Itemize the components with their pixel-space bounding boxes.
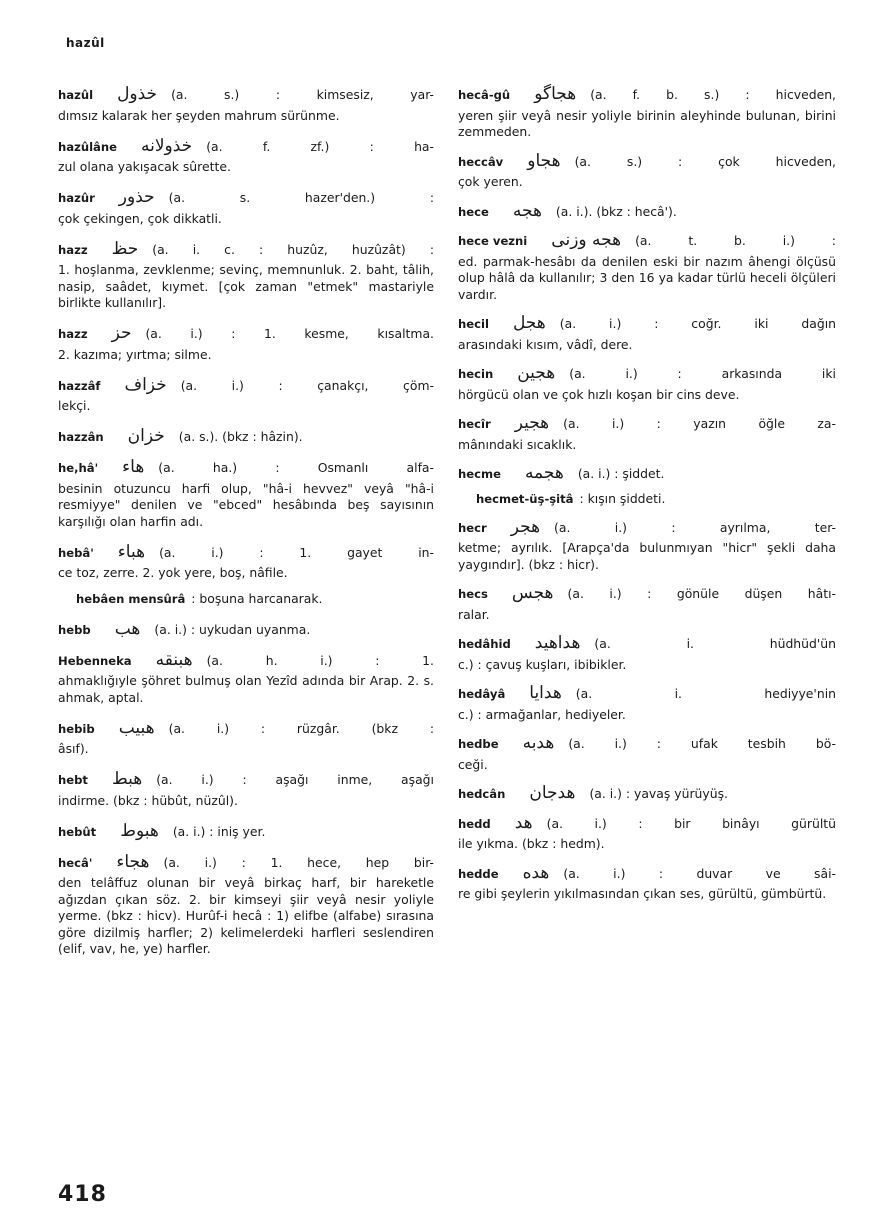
entry-definition: yeren şiir veyâ nesir yoliyle birinin aleyhinde bulunan, birini zemmeden. [458,107,836,139]
entry-lemma: hebâ' [58,545,94,560]
arabic-script: حظ [111,238,139,259]
dictionary-entry [58,135,434,176]
entry-first-line: (a. i.) : yazın öğle za- [563,416,836,431]
entry-definition: den telâffuz olunan bir veyâ birkaç harf, bir hareketle ağızdan çıkan söz. 2. bir kimseyi şiir veyâ nesir yoliyle yerme. (bkz : hicv). Hurûf-i hecâ : 1) elifbe (alfabe) sırasına göre dizilmiş harfler; 2) kelimelerdeki harfleri seslendiren (elif, vav, he, ye) harfler. [58,875,434,956]
entry-first-line: (a. i. hüdhüd'ün [594,636,836,651]
entry-first-line: (a. i.) : 1. kesme, kısaltma. [145,326,434,341]
arabic-script: هجين [517,363,556,383]
entry-headline [458,635,836,653]
arabic-script: هده [522,862,550,883]
sub-entry [58,591,434,607]
entry-definition: ceği. [458,756,488,772]
dictionary-entry [458,685,836,723]
arabic-script: هدبه [522,733,555,753]
entry-first-line: (a. f. zf.) : ha- [206,138,434,154]
entry-lemma: heccâv [458,154,504,169]
entry-headline [458,516,836,537]
entry-first-line: (a. ha.) : Osmanlı alfa- [158,460,434,475]
entry-headline [58,717,434,738]
entry-headline [458,862,836,883]
entry-headline [58,618,434,639]
entry-definition: 2. kazıma; yırtma; silme. [58,346,212,362]
dictionary-entry [58,771,434,809]
entry-lemma: hedde [458,866,499,881]
dictionary-entry [58,717,434,758]
entry-lemma: hazz [58,242,88,257]
entry-first-line: (a. i. hediyye'nin [575,686,836,701]
dictionary-entry [458,365,836,403]
dictionary-entry [458,516,836,574]
entry-headline [58,135,434,156]
dictionary-entry [58,86,434,124]
dictionary-entry [58,618,434,639]
entry-first-line: (a. i. c. : huzûz, huzûzât) : [152,241,434,257]
sub-lemma: hebâen mensûrâ [76,592,186,606]
dictionary-entry [458,812,836,853]
entry-headline [458,465,836,483]
dictionary-entry [58,189,434,227]
dictionary-entry [458,585,836,623]
entry-definition: ahmaklığıyle şöhret bulmuş olan Yezîd adında bir Arap. 2. s. ahmak, aptal. [58,673,434,705]
entry-headline [458,150,836,171]
dictionary-entry [458,635,836,673]
entry-headline [58,851,434,872]
running-head: hazûl [66,36,105,50]
arabic-script: خذول [117,84,158,104]
entry-headline [458,812,836,833]
arabic-script: هجاء [116,851,150,872]
entry-first-line: (a. i.) : şiddet. [577,466,665,481]
entry-headline [458,86,836,104]
entry-definition: c.) : çavuş kuşları, ibibikler. [458,656,627,672]
entry-first-line: (a. i.) : çanakçı, çöm- [180,377,434,393]
arabic-script: هجه وزنی [551,230,622,250]
right-column [458,86,836,915]
entry-lemma: hecil [458,317,489,331]
entry-lemma: hece vezni [458,234,528,248]
entry-lemma: hedâhid [458,637,511,651]
arabic-script: خذولانه [141,135,193,156]
dictionary-entry [58,820,434,841]
entry-lemma: hazûr [58,191,95,205]
entry-lemma: hecme [458,467,501,481]
entry-first-line: (a. s.) : çok hicveden, [574,153,836,169]
dictionary-entry [458,415,836,453]
arabic-script: هباء [117,541,146,562]
arabic-script: هدايا [529,683,562,703]
left-column [58,86,434,971]
entry-lemma: he,hâ' [58,461,99,475]
entry-definition: lekçi. [58,398,91,413]
arabic-script: هجاگو [534,84,577,104]
entry-definition: dımsız kalarak her şeyden mahrum sürünme. [58,107,340,123]
dictionary-entry [58,851,434,958]
dictionary-entry [58,459,434,530]
entry-headline [58,325,434,343]
dictionary-entry [458,465,836,483]
entry-definition: çok çekingen, çok dikkatli. [58,210,222,226]
entry-lemma: hazûl [58,88,94,102]
arabic-script: هبنقه [155,649,193,670]
entry-lemma: hebb [58,622,91,637]
arabic-script: هجس [511,583,554,603]
entry-lemma: hece [458,204,489,219]
entry-first-line: (a. s.). (bkz : hâzin). [178,429,303,444]
dictionary-entry [58,541,434,582]
entry-first-line: (a. i.) : uykudan uyanma. [154,621,311,637]
entry-definition: mânındaki sıcaklık. [458,436,577,452]
entry-first-line: (a. i.) : coğr. iki dağın [559,316,836,331]
entry-headline [458,315,836,333]
entry-headline [458,685,836,703]
entry-headline [458,232,836,250]
entry-first-line: (a. i.) : 1. gayet in- [159,544,434,560]
entry-definition: âsıf). [58,741,89,756]
entry-headline [58,820,434,841]
dictionary-entry [458,232,836,303]
entry-first-line: (a. i.) : 1. hece, hep bir- [163,854,434,870]
entry-headline [58,428,434,446]
entry-first-line: (a. i.) : iniş yer. [172,823,266,839]
arabic-script: هجير [514,413,550,433]
entry-first-line: (a. i.). (bkz : hecâ'). [555,203,677,219]
entry-headline [58,86,434,104]
entry-first-line: (a. i.) : rüzgâr. (bkz : [168,720,434,736]
entry-lemma: hazz [58,327,88,341]
entry-definition: ile yıkma. (bkz : hedm). [458,836,605,851]
sub-definition: : kışın şiddeti. [579,490,666,506]
dictionary-entry [58,649,434,707]
entry-first-line: (a. i.) : yavaş yürüyüş. [589,786,728,801]
entry-definition: zul olana yakışacak sûrette. [58,159,231,174]
dictionary-entry [58,428,434,446]
arabic-script: هب [114,618,141,639]
arabic-script: هجه [512,200,542,221]
arabic-script: هجاو [527,150,561,171]
entry-first-line: (a. i.) : arkasında iki [569,366,836,381]
entry-lemma: hebt [58,773,88,787]
entry-lemma: hecîr [458,417,491,431]
entry-definition: indirme. (bkz : hübût, nüzûl). [58,792,238,808]
entry-lemma: hazzân [58,430,104,444]
entry-first-line: (a. i.) : bir binâyı gürültü [546,815,836,831]
arabic-script: هداهيد [534,633,581,653]
entry-first-line: (a. h. i.) : 1. [206,652,434,668]
entry-first-line: (a. i.) : duvar ve sâi- [563,865,836,881]
entry-definition: ketme; ayrılık. [Arapça'da bulunmıyan "hicr" şekli daha yaygındır]. (bkz : hicr). [458,540,836,572]
sub-entry [458,491,836,507]
entry-lemma: hazûlâne [58,139,117,154]
arabic-script: خزان [127,426,165,446]
entry-lemma: hecin [458,367,494,381]
arabic-script: هد [514,812,533,833]
entry-headline [458,365,836,383]
entry-headline [458,415,836,433]
entry-headline [458,200,836,221]
entry-lemma: hebût [58,824,97,839]
sub-lemma: hecmet-üş-şitâ [476,491,574,506]
page-number: 418 [58,1182,107,1207]
entry-lemma: hecâ-gû [458,88,511,102]
entry-lemma: hebib [58,721,95,736]
arabic-script: هبط [111,769,143,789]
arabic-script: هدجان [529,783,576,803]
arabic-script: حذور [118,187,155,207]
entry-first-line: (a. i.) : ayrılma, ter- [554,519,836,535]
arabic-script: حز [111,323,132,343]
arabic-script: هجمه [524,463,564,483]
entry-first-line: (a. t. b. i.) : [635,233,836,248]
entry-first-line: (a. i.) : aşağı inme, aşağı [156,772,434,787]
dictionary-entry [58,238,434,312]
sub-definition: : boşuna harcanarak. [191,591,323,606]
arabic-script: هجل [512,313,546,333]
entry-definition: çok yeren. [458,174,523,189]
arabic-script: هاء [122,457,145,477]
entry-definition: ce toz, zerre. 2. yok yere, boş, nâfile. [58,565,288,580]
dictionary-entry [58,374,434,415]
entry-definition: arasındaki kısım, vâdî, dere. [458,336,633,352]
entry-headline [58,238,434,259]
entry-lemma: hedbe [458,737,499,751]
entry-headline [58,649,434,670]
arabic-script: خزاف [124,374,167,395]
entry-definition: re gibi şeylerin yıkılmasından çıkan ses, gürültü, gümbürtü. [458,886,827,901]
entry-definition: besinin otuzuncu harfi olup, "hâ-i hevvez" veyâ "hâ-i resmiyye" denilen ve "ebced" hesâbında beş sayısının karşılığı olan harfin adı. [58,480,434,529]
dictionary-entry [458,150,836,191]
entry-headline [58,459,434,477]
entry-lemma: hedcân [458,787,506,801]
entry-headline [58,374,434,395]
dictionary-entry [458,735,836,773]
dictionary-entry [458,200,836,221]
entry-headline [58,771,434,789]
dictionary-entry [458,315,836,353]
entry-headline [58,541,434,562]
entry-lemma: hecr [458,520,487,535]
dictionary-entry [458,785,836,803]
entry-lemma: Hebenneka [58,653,132,668]
entry-lemma: hecs [458,587,488,601]
entry-headline [58,189,434,207]
entry-first-line: (a. i.) : gönüle düşen hâtı- [567,586,836,601]
entry-first-line: (a. s.) : kimsesiz, yar- [171,87,434,102]
entry-lemma: hecâ' [58,855,93,870]
entry-lemma: hazzâf [58,378,101,393]
entry-headline [458,735,836,753]
arabic-script: هبيب [118,717,155,738]
entry-first-line: (a. i.) : ufak tesbih bö- [568,736,836,751]
entry-definition: ralar. [458,606,490,622]
arabic-script: هبوط [120,820,159,841]
arabic-script: هجر [510,516,541,537]
dictionary-entry [58,325,434,363]
entry-headline [458,785,836,803]
entry-definition: hörgücü olan ve çok hızlı koşan bir cins deve. [458,386,740,402]
entry-definition: ed. parmak-hesâbı da denilen eski bir nazım âhengi ölçüsü olup hâlâ da kullanılır; 3 den 16 ya kadar türlü heceli ölçüleri vardır. [458,253,836,302]
entry-first-line: (a. s. hazer'den.) : [168,190,434,205]
entry-lemma: hedâyâ [458,687,506,701]
entry-lemma: hedd [458,816,491,831]
dictionary-entry [458,86,836,141]
entry-definition: c.) : armağanlar, hediyeler. [458,706,626,722]
dictionary-entry [458,862,836,903]
entry-first-line: (a. f. b. s.) : hicveden, [590,87,836,102]
entry-definition: 1. hoşlanma, zevklenme; sevinç, memnunluk. 2. baht, tâlih, nasip, saâdet, kıymet. [çok zaman "etmek" mastariyle birlikte kullanılır]. [58,262,434,310]
entry-headline [458,585,836,603]
